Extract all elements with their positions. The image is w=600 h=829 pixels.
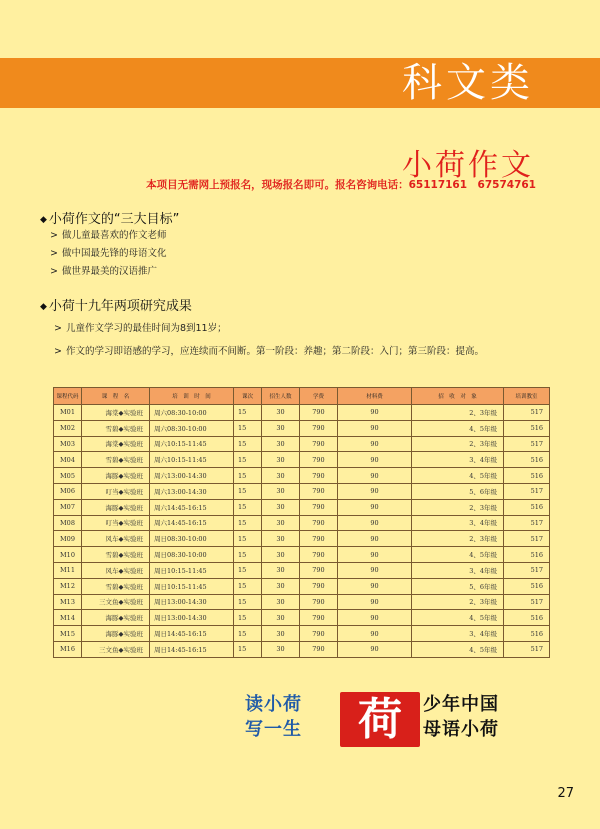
table-cell: M09 xyxy=(54,531,82,547)
table-cell: 790 xyxy=(300,578,338,594)
table-cell: 30 xyxy=(262,547,300,563)
table-cell: 15 xyxy=(234,499,262,515)
table-cell: M08 xyxy=(54,515,82,531)
table-cell: 90 xyxy=(338,420,412,436)
table-cell: 周日14:45-16:15 xyxy=(150,626,234,642)
table-cell: 3、4年级 xyxy=(412,452,504,468)
slogan-logo xyxy=(245,692,535,747)
table-cell: 15 xyxy=(234,420,262,436)
table-cell: 雪碧◆实验班 xyxy=(82,420,150,436)
table-cell: 风车◆实验班 xyxy=(82,531,150,547)
table-cell: 30 xyxy=(262,531,300,547)
table-header-row xyxy=(54,388,550,405)
table-cell: 30 xyxy=(262,420,300,436)
goal-item-text: 做世界最美的汉语推广 xyxy=(61,266,157,277)
table-cell: 90 xyxy=(338,562,412,578)
table-cell: 海豚◆实验班 xyxy=(82,468,150,484)
diamond-bullet-icon: ◆ xyxy=(40,215,47,225)
table-row xyxy=(54,499,550,515)
table-cell: 90 xyxy=(338,641,412,657)
goal-item xyxy=(50,245,166,259)
goal-item xyxy=(50,227,166,241)
table-cell: 周六08:30-10:00 xyxy=(150,420,234,436)
table-cell: 90 xyxy=(338,452,412,468)
table-cell: 790 xyxy=(300,610,338,626)
table-header-cell: 课程代码 xyxy=(54,388,82,405)
table-cell: 790 xyxy=(300,436,338,452)
table-cell: 30 xyxy=(262,594,300,610)
table-cell: 90 xyxy=(338,499,412,515)
goal-item-text: 做中国最先锋的母语文化 xyxy=(61,248,167,259)
arrow-bullet-icon: > xyxy=(50,266,58,277)
research-heading xyxy=(40,295,192,314)
table-cell: 周日08:30-10:00 xyxy=(150,547,234,563)
page-number: 27 xyxy=(557,786,574,801)
table-row xyxy=(54,547,550,563)
table-cell: 15 xyxy=(234,641,262,657)
table-cell: 517 xyxy=(504,405,550,421)
table-cell: 90 xyxy=(338,531,412,547)
table-cell: 30 xyxy=(262,610,300,626)
table-cell: 周日13:00-14:30 xyxy=(150,594,234,610)
slogan-right-line: 母语小荷 xyxy=(423,719,499,740)
table-cell: 790 xyxy=(300,562,338,578)
table-row xyxy=(54,515,550,531)
table-header-cell: 培 训 时 间 xyxy=(150,388,234,405)
table-cell: 周日08:30-10:00 xyxy=(150,531,234,547)
table-header-cell: 材料费 xyxy=(338,388,412,405)
table-cell: M02 xyxy=(54,420,82,436)
research-heading-text: 小荷十九年两项研究成果 xyxy=(48,299,192,314)
table-cell: 周六13:00-14:30 xyxy=(150,483,234,499)
table-cell: 15 xyxy=(234,531,262,547)
table-cell: 30 xyxy=(262,562,300,578)
table-cell: 周六10:15-11:45 xyxy=(150,452,234,468)
table-cell: 90 xyxy=(338,515,412,531)
table-cell: 海棠◆实验班 xyxy=(82,405,150,421)
table-cell: 2、3年级 xyxy=(412,499,504,515)
table-cell: 周六14:45-16:15 xyxy=(150,499,234,515)
table-cell: 517 xyxy=(504,483,550,499)
table-cell: 海豚◆实验班 xyxy=(82,626,150,642)
table-cell: 15 xyxy=(234,436,262,452)
table-cell: 30 xyxy=(262,483,300,499)
course-schedule-table xyxy=(53,387,550,658)
table-cell: 叮当◆实验班 xyxy=(82,515,150,531)
goals-heading-text: 小荷作文的“三大目标” xyxy=(48,212,180,227)
arrow-bullet-icon: > xyxy=(54,323,62,334)
goal-item-text: 做儿童最喜欢的作文老师 xyxy=(61,230,167,241)
table-row xyxy=(54,594,550,610)
research-item-text: 儿童作文学习的最佳时间为8到11岁； xyxy=(65,323,227,334)
table-cell: 2、3年级 xyxy=(412,405,504,421)
slogan-right xyxy=(423,692,535,742)
table-cell: 90 xyxy=(338,594,412,610)
table-cell: 周日10:15-11:45 xyxy=(150,578,234,594)
table-cell: 517 xyxy=(504,531,550,547)
table-cell: M11 xyxy=(54,562,82,578)
table-cell: 15 xyxy=(234,594,262,610)
table-cell: 790 xyxy=(300,483,338,499)
table-cell: M15 xyxy=(54,626,82,642)
table-cell: 2、3年级 xyxy=(412,436,504,452)
table-cell: M05 xyxy=(54,468,82,484)
table-header-cell: 课 程 名 xyxy=(82,388,150,405)
goal-item xyxy=(50,263,157,277)
diamond-bullet-icon: ◆ xyxy=(40,302,47,312)
table-cell: 30 xyxy=(262,626,300,642)
table-cell: 30 xyxy=(262,452,300,468)
table-row xyxy=(54,468,550,484)
table-cell: 790 xyxy=(300,499,338,515)
table-row xyxy=(54,610,550,626)
table-cell: 90 xyxy=(338,483,412,499)
table-cell: M01 xyxy=(54,405,82,421)
table-cell: 雪碧◆实验班 xyxy=(82,452,150,468)
table-cell: 517 xyxy=(504,562,550,578)
table-cell: 30 xyxy=(262,405,300,421)
table-cell: 90 xyxy=(338,405,412,421)
table-header-cell: 课次 xyxy=(234,388,262,405)
table-cell: 4、5年级 xyxy=(412,641,504,657)
table-cell: 雪碧◆实验班 xyxy=(82,578,150,594)
table-cell: 516 xyxy=(504,578,550,594)
table-row xyxy=(54,483,550,499)
table-cell: 517 xyxy=(504,515,550,531)
table-cell: 15 xyxy=(234,578,262,594)
table-cell: 790 xyxy=(300,515,338,531)
table-cell: 周日13:00-14:30 xyxy=(150,610,234,626)
table-cell: 790 xyxy=(300,626,338,642)
category-title: 科文类 xyxy=(402,60,534,106)
table-cell: 15 xyxy=(234,452,262,468)
slogan-left-line: 写一生 xyxy=(245,719,302,740)
table-cell: 雪碧◆实验班 xyxy=(82,547,150,563)
table-row xyxy=(54,562,550,578)
table-body xyxy=(54,405,550,658)
table-cell: 516 xyxy=(504,468,550,484)
table-cell: 4、5年级 xyxy=(412,468,504,484)
table-cell: 790 xyxy=(300,547,338,563)
table-cell: 周日14:45-16:15 xyxy=(150,641,234,657)
table-cell: 周六08:30-10:00 xyxy=(150,405,234,421)
goals-heading xyxy=(40,208,179,227)
table-cell: M13 xyxy=(54,594,82,610)
table-cell: M03 xyxy=(54,436,82,452)
table-cell: 15 xyxy=(234,610,262,626)
arrow-bullet-icon: > xyxy=(50,230,58,241)
table-cell: 516 xyxy=(504,547,550,563)
table-cell: 516 xyxy=(504,499,550,515)
table-cell: 516 xyxy=(504,420,550,436)
table-cell: 3、4年级 xyxy=(412,562,504,578)
table-header-cell: 招生人数 xyxy=(262,388,300,405)
registration-notice: 本项目无需网上预报名，现场报名即可。报名咨询电话：65117161 67574761 xyxy=(146,179,536,191)
program-title: 小荷作文 xyxy=(402,148,534,183)
table-cell: M12 xyxy=(54,578,82,594)
table-cell: M14 xyxy=(54,610,82,626)
table-header-cell: 学费 xyxy=(300,388,338,405)
table-row xyxy=(54,641,550,657)
research-item xyxy=(54,343,484,357)
table-cell: 516 xyxy=(504,610,550,626)
table-cell: 517 xyxy=(504,436,550,452)
table-cell: 15 xyxy=(234,562,262,578)
slogan-left xyxy=(245,692,337,742)
category-banner xyxy=(0,58,600,108)
table-cell: 90 xyxy=(338,610,412,626)
table-cell: 516 xyxy=(504,452,550,468)
table-cell: 90 xyxy=(338,468,412,484)
table-cell: 海豚◆实验班 xyxy=(82,610,150,626)
table-cell: 90 xyxy=(338,547,412,563)
table-cell: 790 xyxy=(300,531,338,547)
table-header-cell: 招 收 对 象 xyxy=(412,388,504,405)
arrow-bullet-icon: > xyxy=(54,346,62,357)
table-cell: 4、5年级 xyxy=(412,610,504,626)
table-row xyxy=(54,452,550,468)
table-cell: 790 xyxy=(300,420,338,436)
table-cell: 周六10:15-11:45 xyxy=(150,436,234,452)
table-row xyxy=(54,626,550,642)
table-cell: 15 xyxy=(234,515,262,531)
table-header-cell: 培训教室 xyxy=(504,388,550,405)
table-cell: 三文鱼◆实验班 xyxy=(82,594,150,610)
table-cell: 4、5年级 xyxy=(412,420,504,436)
table-cell: 海棠◆实验班 xyxy=(82,436,150,452)
table-row xyxy=(54,578,550,594)
table-cell: M06 xyxy=(54,483,82,499)
calligraphy-seal: 荷 xyxy=(340,692,420,747)
table-row xyxy=(54,405,550,421)
arrow-bullet-icon: > xyxy=(50,248,58,259)
table-cell: 周六14:45-16:15 xyxy=(150,515,234,531)
table-cell: M04 xyxy=(54,452,82,468)
table-cell: 516 xyxy=(504,626,550,642)
table-cell: 海豚◆实验班 xyxy=(82,499,150,515)
table-cell: 4、5年级 xyxy=(412,547,504,563)
table-cell: 15 xyxy=(234,483,262,499)
table-row xyxy=(54,420,550,436)
table-row xyxy=(54,531,550,547)
research-item-text: 作文的学习即语感的学习，应连续而不间断。第一阶段：养趣；第二阶段：入门；第三阶段：提高。 xyxy=(65,346,484,357)
table-cell: 2、3年级 xyxy=(412,531,504,547)
table-cell: 周六13:00-14:30 xyxy=(150,468,234,484)
table-cell: 30 xyxy=(262,499,300,515)
table-cell: 790 xyxy=(300,405,338,421)
table-cell: 517 xyxy=(504,641,550,657)
table-cell: M07 xyxy=(54,499,82,515)
table-cell: 15 xyxy=(234,626,262,642)
table-cell: 790 xyxy=(300,452,338,468)
table-cell: 90 xyxy=(338,436,412,452)
table-cell: 30 xyxy=(262,436,300,452)
table-cell: 15 xyxy=(234,547,262,563)
table-cell: 叮当◆实验班 xyxy=(82,483,150,499)
table-cell: 15 xyxy=(234,405,262,421)
research-item xyxy=(54,320,227,334)
table-cell: 30 xyxy=(262,515,300,531)
table-row xyxy=(54,436,550,452)
table-cell: 5、6年级 xyxy=(412,483,504,499)
table-cell: 风车◆实验班 xyxy=(82,562,150,578)
table-cell: 三文鱼◆实验班 xyxy=(82,641,150,657)
table-cell: 790 xyxy=(300,641,338,657)
table-cell: 15 xyxy=(234,468,262,484)
table-cell: 2、3年级 xyxy=(412,594,504,610)
table-cell: 790 xyxy=(300,468,338,484)
slogan-left-line: 读小荷 xyxy=(245,694,302,715)
table-cell: 90 xyxy=(338,626,412,642)
table-cell: 3、4年级 xyxy=(412,515,504,531)
table-cell: 30 xyxy=(262,468,300,484)
table-cell: 90 xyxy=(338,578,412,594)
table-cell: 30 xyxy=(262,578,300,594)
table-cell: 30 xyxy=(262,641,300,657)
table-cell: 5、6年级 xyxy=(412,578,504,594)
table-cell: 周日10:15-11:45 xyxy=(150,562,234,578)
slogan-right-line: 少年中国 xyxy=(423,694,499,715)
table-cell: M10 xyxy=(54,547,82,563)
table-cell: M16 xyxy=(54,641,82,657)
table-cell: 517 xyxy=(504,594,550,610)
table-cell: 3、4年级 xyxy=(412,626,504,642)
table-cell: 790 xyxy=(300,594,338,610)
